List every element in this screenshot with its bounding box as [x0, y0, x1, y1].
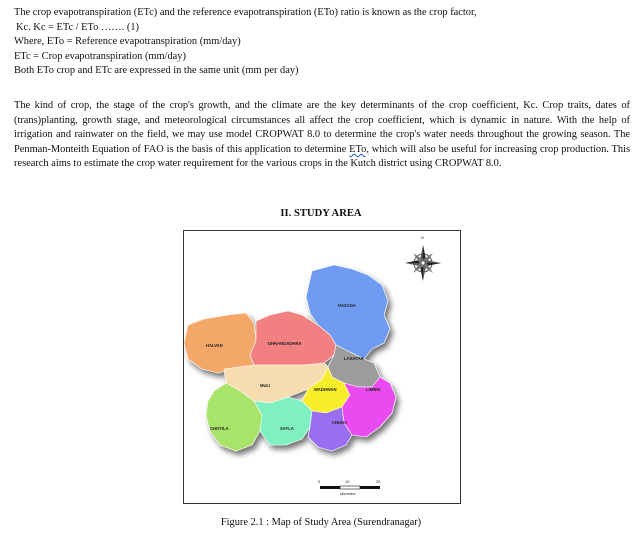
intro-formula-block: [14, 6, 630, 79]
body-paragraph: [14, 99, 630, 172]
scale-tick-label: 0: [318, 479, 321, 484]
scale-tick-label: 20: [376, 479, 381, 484]
figure-caption: Figure 2.1 : Map of Study Area (Surendranagar): [220, 517, 422, 528]
intro-line: ETc = Crop evapotranspiration (mm/day): [14, 50, 186, 62]
region-label: WADHWAN: [314, 387, 337, 392]
section-heading: II. STUDY AREA: [280, 208, 362, 219]
scale-unit-label: kilometers: [340, 492, 356, 496]
intro-line: Both ETo crop and ETc are expressed in the same unit (mm per day): [14, 65, 299, 77]
region-label: HALVAD: [206, 343, 223, 348]
region-label: CHUDA: [332, 420, 348, 425]
paragraph-text-end: which will also be useful for increasing crop production. This research aims to estimate the crop water requirement for the various crops in the Kutch district using CROPWAT 8.0.: [14, 143, 630, 170]
region-label: CHOTILA: [210, 426, 229, 431]
intro-line: The crop evapotranspiration (ETc) and the reference evapotranspiration (ETo) ratio is known as the crop factor,: [14, 7, 477, 18]
paragraph-text-start: The kind of crop, the stage of the crop's growth, and the climate are the key determinants of the crop coefficient, Kc. Crop traits, dates of (trans)planting, growth stage, and meteorological circumstances all affect the crop coefficient, which is dynamic in nature. With the help of irrigation and rainwater on the field, we may use model CROPWAT 8.0 to determine the crop's water needs throughout the growing season. The Penman-Monteith Equation of FAO is the basis of this application to determine: [14, 100, 630, 155]
map-scale-bar: [318, 479, 381, 496]
region-label: LAKHTAR: [344, 356, 364, 361]
region-label: DHRANGADHRA: [268, 341, 302, 346]
study-area-figure: [183, 230, 461, 504]
region-label: DASADA: [338, 303, 356, 308]
region-label: SAYLA: [280, 426, 294, 431]
region-label: LIMBDI: [366, 387, 381, 392]
compass-north-label: N: [421, 235, 424, 240]
compass-rose-icon: [405, 245, 441, 281]
region-label: MULI: [260, 383, 271, 388]
intro-line: Where, ETo = Reference evapotranspiration (mm/day): [14, 36, 241, 48]
map-region: [254, 397, 312, 445]
study-area-map: [184, 231, 460, 503]
spellcheck-flagged-word[interactable]: ETo,: [349, 143, 369, 155]
scale-tick-label: 10: [345, 479, 350, 484]
intro-line: Kc. Kc = ETc / ETo ……. (1): [16, 21, 139, 33]
